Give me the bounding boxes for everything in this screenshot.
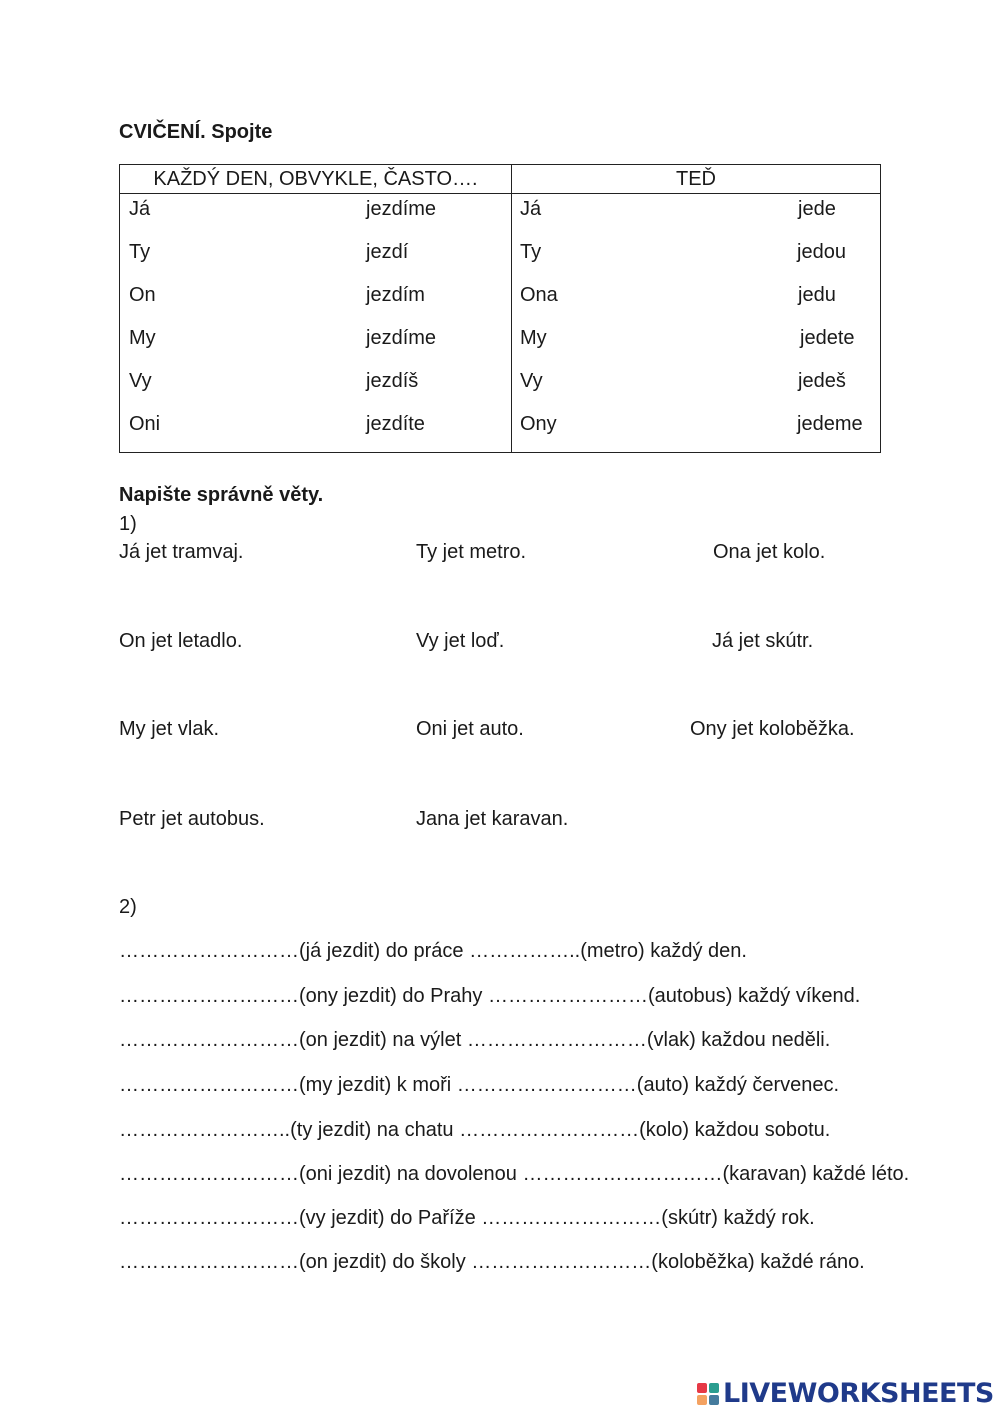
part2-label: 2) — [119, 896, 137, 918]
verb: jezdí — [366, 241, 409, 263]
sentence: Jana jet karavan. — [416, 808, 569, 830]
gap-fill-line: ………………………(on jezdit) na výlet ………………………(vlak) každou neděli. — [119, 1029, 831, 1051]
logo-square — [697, 1383, 707, 1393]
sentence: Ona jet kolo. — [713, 541, 826, 563]
left-column — [120, 194, 512, 453]
right-column — [512, 194, 881, 453]
verb: jezdím — [366, 284, 425, 306]
verb: jede — [798, 198, 836, 220]
table-row — [512, 198, 880, 241]
table-row — [120, 413, 511, 456]
gap-fill-line: ………………………(ony jezdit) do Prahy ……………………(autobus) každý víkend. — [119, 985, 861, 1007]
pronoun: My — [520, 327, 547, 349]
sentence: Ony jet koloběžka. — [690, 718, 855, 740]
table-row — [120, 370, 511, 413]
logo-mark-icon — [697, 1383, 719, 1405]
logo-square — [697, 1395, 707, 1405]
table-row — [120, 241, 511, 284]
verb: jedou — [797, 241, 846, 263]
header-every-day: KAŽDÝ DEN, OBVYKLE, ČASTO…. — [120, 165, 512, 194]
sentence: Já jet skútr. — [712, 630, 814, 652]
part1-label: 1) — [119, 513, 137, 535]
logo-square — [709, 1383, 719, 1393]
table-row — [512, 327, 880, 370]
table-row — [120, 284, 511, 327]
liveworksheets-logo — [697, 1378, 994, 1409]
gap-fill-line: ………………………(já jezdit) do práce ……………..(metro) každý den. — [119, 940, 747, 962]
exercise-title: CVIČENÍ. Spojte — [119, 121, 273, 143]
gap-fill-line: ………………………(on jezdit) do školy ………………………(koloběžka) každé ráno. — [119, 1251, 865, 1273]
gap-fill-line: ………………………(my jezdit) k moři ………………………(auto) každý červenec. — [119, 1074, 840, 1096]
section-title: Napište správně věty. — [119, 484, 324, 506]
pronoun: Já — [520, 198, 542, 220]
verb: jezdíme — [366, 198, 437, 220]
table-row — [512, 241, 880, 284]
sentence: Já jet tramvaj. — [119, 541, 244, 563]
sentence: Oni jet auto. — [416, 718, 524, 740]
header-now: TEĎ — [512, 165, 881, 194]
table-row — [512, 284, 880, 327]
gap-fill-line: ……………………..(ty jezdit) na chatu ………………………(kolo) každou sobotu. — [119, 1119, 831, 1141]
sentence: On jet letadlo. — [119, 630, 243, 652]
verb: jezdíte — [366, 413, 425, 435]
table-row — [120, 327, 511, 370]
pronoun: Vy — [520, 370, 543, 392]
table-row — [512, 370, 880, 413]
logo-square — [709, 1395, 719, 1405]
logo-text: LIVEWORKSHEETS — [723, 1378, 994, 1409]
table-row — [512, 413, 880, 456]
pronoun: Já — [129, 198, 151, 220]
verb: jedeš — [798, 370, 846, 392]
pronoun: My — [129, 327, 156, 349]
verb: jedete — [800, 327, 855, 349]
pronoun: On — [129, 284, 156, 306]
pronoun: Ona — [520, 284, 558, 306]
gap-fill-line: ………………………(oni jezdit) na dovolenou …………………………(karavan) každé léto. — [119, 1163, 910, 1185]
conjugation-table — [119, 164, 881, 453]
pronoun: Ty — [129, 241, 151, 263]
verb: jezdíme — [366, 327, 437, 349]
sentence: Petr jet autobus. — [119, 808, 265, 830]
pronoun: Ony — [520, 413, 557, 435]
gap-fill-line: ………………………(vy jezdit) do Paříže ………………………(skútr) každý rok. — [119, 1207, 815, 1229]
pronoun: Ty — [520, 241, 542, 263]
sentence: Vy jet loď. — [416, 630, 505, 652]
sentence: My jet vlak. — [119, 718, 220, 740]
verb: jedu — [798, 284, 836, 306]
table-row — [120, 198, 511, 241]
pronoun: Oni — [129, 413, 161, 435]
verb: jedeme — [797, 413, 863, 435]
pronoun: Vy — [129, 370, 152, 392]
verb: jezdíš — [366, 370, 419, 392]
sentence: Ty jet metro. — [416, 541, 527, 563]
